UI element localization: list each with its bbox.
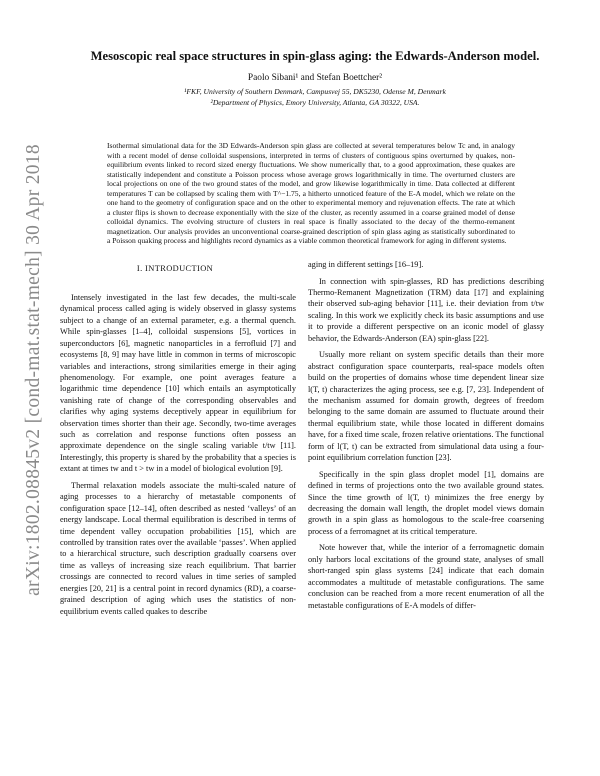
right-column — [308, 259, 544, 611]
paragraph: Note however that, while the interior of a ferromagnetic domain only harbors local excitations of the ground state, analyses of small short-ranged spin glass systems [24] indicate that each domain accommodates a multitude of metastable configurations. The same conclusion can be reached from a more recent enumeration of all the metastable configurations of E-A models of differ- — [308, 543, 544, 610]
paragraph: Usually more reliant on system specific details than their more abstract configuration space counterparts, real-space models often build on the properties of domains whose time dependent linear size l(T, t) characterizes the aging process, see e.g. [7, 23]. Independent of the mechanism assumed for domain growth, degrees of freedom belonging to the same domain are assumed to fluctuate around their thermal equilibrium state, while those located in different domains have, for a fixed time scale, frozen relative orientations. The functional form of l(T, t) can be extracted from simulational data using a four-point equilibrium correlation function [23]. — [308, 350, 544, 463]
affiliation-1: ¹FKF, University of Southern Denmark, Campusvej 55, DK5230, Odense M, Denmark — [184, 87, 446, 96]
paragraph: Specifically in the spin glass droplet model [1], domains are defined in terms of projections onto the two available ground states. Since the time growth of l(T, t) minimizes the free energy by decreasing the domain wall length, the droplet model views domain growth in a spin glass as homologous to the scale-free coarsening process of a ferromagnet at its critical temperature. — [308, 469, 544, 536]
paragraph: In connection with spin-glasses, RD has predictions describing Thermo-Remanent Magnetization (TRM) data [17] and explaining their observed sub-aging behavior [11], i.e. their deviation from t/tw scaling. In this work we explicitly check its basic assumptions and use it to provide a different perspective on an iconic model of glassy behavior, the Edwards-Anderson (EA) spin-glass [22]. — [308, 276, 544, 343]
paper-authors: Paolo Sibani¹ and Stefan Boettcher² — [247, 73, 383, 83]
affiliation-2: ²Department of Physics, Emory University, Atlanta, GA 30322, USA. — [210, 98, 420, 107]
paragraph: Thermal relaxation models associate the multi-scaled nature of aging processes to a hierarchy of metastable components of configuration space [12–14], often described as nested ‘valleys’ of an energy landscape. Local thermal equilibration is described in terms of time dependent valley occupation probabilities [15], which are controlled by transition rates over the available ‘passes’. When applied to a hierarchical structure, such description gradually coarsens over time as valleys of increasing size reach equilibrium. That barrier crossings are connected to record values in time series of sampled energies [20, 21] is a central point in record dynamics (RD), a coarse-grained description of aging which uses the statistics of non-equilibrium events called quakes to describe — [60, 480, 296, 616]
arxiv-identifier-text: arXiv:1802.08845v2 [cond-mat.stat-mech] 30 Apr 2018 — [23, 144, 45, 596]
paragraph: aging in different settings [16–19]. — [308, 260, 424, 269]
abstract: Isothermal simulational data for the 3D Edwards-Anderson spin glass are collected at several temperatures below Tc and, in analogy with a recent model of dense colloidal suspensions, interpreted in terms of clusters of contiguous spins overturned by quakes, non-equilibrium events linked to record sized energy fluctuations. We show numerically that, to a good approximation, these quakes are statistically independent and constitute a Poisson process whose average grows logarithmically in time. The overturned clusters are local projections on one of the two ground states of the model, and grow likewise logarithmically in time. Data collected at different temperatures T can be collapsed by scaling them with T^−1.75, a hitherto unnoticed feature of the E-A model, which we relate on the one hand to the geometry of configuration space and on the other to experimental memory and rejuvenation effects. The rate at which a cluster flips is shown to decrease exponentially with the size of the cluster, as recently assumed in a coarse grained model of dense colloidal dynamics. The evolving structure of clusters in real space is finally associated to the decay of the thermo-remanent magnetization. Our analysis provides an unconventional coarse-grained description of spin glass aging as statistically subordinated to a Poisson quaking process and highlights record dynamics as a viable common theoretical framework for aging in different systems. — [107, 141, 515, 246]
left-column — [60, 292, 296, 617]
paper-title: Mesoscopic real space structures in spin-glass aging: the Edwards-Anderson model. — [90, 49, 540, 63]
paragraph: Intensely investigated in the last few decades, the multi-scale dynamical process called aging is widely observed in glassy systems subject to a change of an external parameter, e.g. a thermal quench. While spin-glasses [1–4], colloidal suspensions [5], vortices in superconductors [6], magnetic nanoparticles in a ferrofluid [7] and ecosystems [8, 9] may have little in common in terms of microscopic variables and interactions, strong similarities emerge in their aging phenomenology. For example, one point averages feature a logarithmic time dependence [10] which entails an asymptotically vanishing rate of change of the corresponding observables and clarifies why aging systems deceptively appear in equilibrium for observation times shorter than their age. Secondly, two-time averages such as correlation and response functions often possess an approximate dependence on the single scaling variable t/tw [11]. Interestingly, this property is shared by the probability that a species is extant at times tw and t > tw in a model of biological evolution [9]. — [60, 293, 296, 474]
section-heading-introduction: I. INTRODUCTION — [136, 264, 214, 273]
arxiv-identifier-stamp — [14, 144, 54, 596]
